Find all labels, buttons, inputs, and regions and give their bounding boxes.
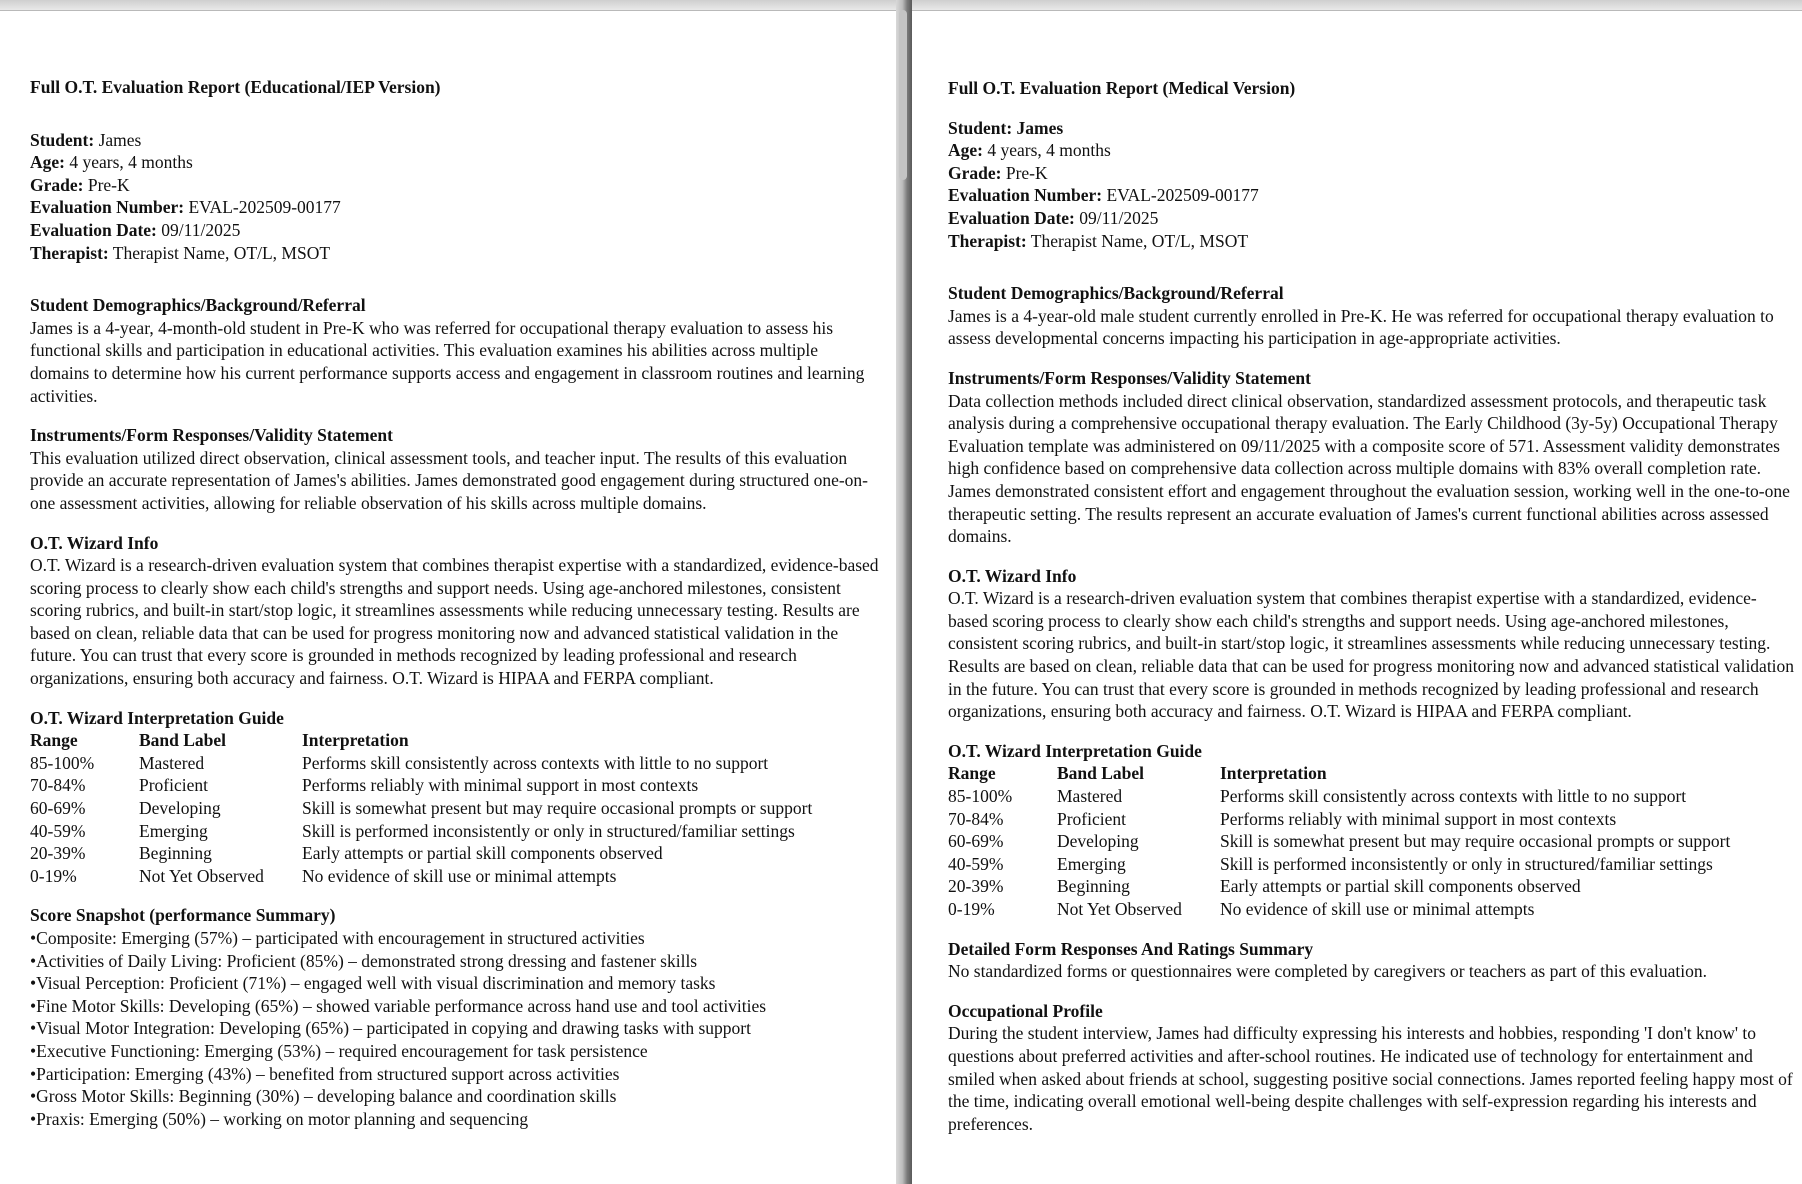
list-item: • Executive Functioning: Emerging (53%) – required encouragement for task persistence: [30, 1040, 880, 1063]
window-top-strip: [912, 0, 1802, 11]
meta-evaluation-date: Evaluation Date: 09/11/2025: [948, 207, 1159, 228]
form-responses-text: No standardized forms or questionnaires were completed by caregivers or teachers as part of this evaluation.: [948, 961, 1708, 982]
table-header-row: [948, 762, 1730, 785]
table-row: 20-39% Beginning Early attempts or partial skill components observed: [30, 843, 663, 864]
report-title: Full O.T. Evaluation Report (Medical Version): [948, 78, 1296, 98]
header-interpretation: Interpretation: [1220, 763, 1327, 784]
list-item: • Praxis: Emerging (50%) – working on motor planning and sequencing: [30, 1108, 880, 1131]
meta-student: Student: James: [30, 129, 142, 150]
score-snapshot-list: [30, 927, 880, 1130]
meta-grade: Grade: Pre-K: [30, 174, 130, 195]
vertical-scrollbar-thumb[interactable]: [899, 10, 907, 180]
list-item: • Visual Perception: Proficient (71%) – engaged well with visual discrimination and memory tasks: [30, 972, 880, 995]
educational-report-pane[interactable]: [0, 0, 896, 1184]
educational-report-document: [30, 76, 880, 1130]
interpretation-guide-heading: O.T. Wizard Interpretation Guide: [948, 740, 1202, 761]
list-item: • Activities of Daily Living: Proficient (85%) – demonstrated strong dressing and fastener skills: [30, 950, 880, 973]
table-row: 40-59% Emerging Skill is performed inconsistently or only in structured/familiar settings: [30, 820, 795, 841]
instruments-text: This evaluation utilized direct observation, clinical assessment tools, and teacher input. The results of this evaluation provide an accurate representation of James's abilities. James demonstrated good engagement during structured one-on-one assessment activities, allowing for reliable observation of his skills across multiple domains.: [30, 447, 869, 513]
meta-evaluation-number: Evaluation Number: EVAL-202509-00177: [948, 185, 1259, 206]
interpretation-guide-table: [30, 729, 812, 887]
table-row: 60-69% Developing Skill is somewhat present but may require occasional prompts or support: [948, 831, 1731, 852]
list-item: • Fine Motor Skills: Developing (65%) – showed variable performance across hand use and tool activities: [30, 995, 880, 1018]
list-item: • Visual Motor Integration: Developing (65%) – participated in copying and drawing tasks with support: [30, 1017, 880, 1040]
occupational-profile-text: During the student interview, James had difficulty expressing his interests and hobbies, responding 'I don't know' to questions about preferred activities and after-school routines. He indicated use of technology for entertainment and smiled when asked about friends at school, suggesting positive social connections. James reported feeling happy most of the time, indicating overall emotional well-being despite challenges with self-expression regarding his interests and preferences.: [948, 1023, 1793, 1134]
demographics-heading: Student Demographics/Background/Referral: [30, 295, 366, 316]
meta-age: Age: 4 years, 4 months: [30, 152, 193, 173]
window-top-strip: [0, 0, 896, 11]
demographics-text: James is a 4-year-old male student currently enrolled in Pre-K. He was referred for occupational therapy evaluation to assess developmental concerns impacting his participation in age-appropriate activities.: [948, 305, 1774, 349]
wizard-info-heading: O.T. Wizard Info: [948, 565, 1077, 586]
table-row: 70-84% Proficient Performs reliably with minimal support in most contexts: [948, 808, 1617, 829]
interpretation-guide-heading: O.T. Wizard Interpretation Guide: [30, 707, 284, 728]
instruments-heading: Instruments/Form Responses/Validity Statement: [30, 425, 393, 446]
student-info: [948, 117, 1796, 253]
meta-grade: Grade: Pre-K: [948, 162, 1048, 183]
table-row: 85-100% Mastered Performs skill consistently across contexts with little to no support: [948, 786, 1687, 807]
demographics-heading: Student Demographics/Background/Referral: [948, 283, 1284, 304]
header-range: Range: [948, 763, 996, 784]
interpretation-guide-table: [948, 762, 1730, 920]
demographics-text: James is a 4-year, 4-month-old student in Pre-K who was referred for occupational therapy evaluation to assess his functional skills and participation in educational activities. This evaluation examines his abilities across multiple domains to determine how his current performance supports access and engagement in classroom routines and learning activities.: [30, 317, 865, 406]
medical-report-document: [948, 77, 1796, 1135]
meta-evaluation-number: Evaluation Number: EVAL-202509-00177: [30, 197, 341, 218]
header-band-label: Band Label: [139, 730, 227, 751]
table-row: 20-39% Beginning Early attempts or partial skill components observed: [948, 876, 1581, 897]
wizard-info-heading: O.T. Wizard Info: [30, 532, 159, 553]
meta-evaluation-date: Evaluation Date: 09/11/2025: [30, 219, 241, 240]
table-row: 0-19% Not Yet Observed No evidence of skill use or minimal attempts: [948, 899, 1535, 919]
student-info: [30, 129, 880, 265]
header-range: Range: [30, 730, 78, 751]
table-row: 70-84% Proficient Performs reliably with minimal support in most contexts: [30, 775, 699, 796]
wizard-info-text: O.T. Wizard is a research-driven evaluation system that combines therapist expertise with a standardized, evidence-based scoring process to clearly show each child's strengths and support needs. Using age-anchored milestones, consistent scoring rubrics, and built-in start/stop logic, it streamlines assessments while reducing unnecessary testing. Results are based on clean, reliable data that can be used for progress monitoring now and advanced statistical validation in the future. You can trust that every score is grounded in methods recognized by leading professional and research organizations, ensuring both accuracy and fairness. O.T. Wizard is HIPAA and FERPA compliant.: [948, 588, 1795, 722]
list-item: • Participation: Emerging (43%) – benefited from structured support across activities: [30, 1063, 880, 1086]
meta-student: Student: James: [948, 117, 1064, 138]
instruments-heading: Instruments/Form Responses/Validity Statement: [948, 367, 1311, 388]
list-item: • Composite: Emerging (57%) – participated with encouragement in structured activities: [30, 927, 880, 950]
instruments-text: Data collection methods included direct clinical observation, standardized assessment protocols, and therapeutic task analysis during a comprehensive occupational therapy evaluation. The Early Childhood (3y-5y) Occupational Therapy Evaluation template was administered on 09/11/2025 with a composite score of 571. Assessment validity demonstrates high confidence based on comprehensive data collection across multiple domains with 83% overall completion rate. James demonstrated consistent effort and engagement throughout the evaluation session, working well in the one-to-one therapeutic setting. The results represent an accurate evaluation of James's current functional abilities across assessed domains.: [948, 390, 1790, 547]
meta-therapist: Therapist: Therapist Name, OT/L, MSOT: [948, 230, 1249, 251]
meta-age: Age: 4 years, 4 months: [948, 140, 1111, 161]
table-header-row: [30, 729, 812, 752]
form-responses-heading: Detailed Form Responses And Ratings Summary: [948, 938, 1314, 959]
table-row: 40-59% Emerging Skill is performed inconsistently or only in structured/familiar settings: [948, 853, 1713, 874]
medical-report-pane[interactable]: [912, 0, 1802, 1184]
meta-therapist: Therapist: Therapist Name, OT/L, MSOT: [30, 242, 331, 263]
occupational-profile-heading: Occupational Profile: [948, 1000, 1103, 1021]
table-row: 60-69% Developing Skill is somewhat present but may require occasional prompts or support: [30, 798, 813, 819]
header-band-label: Band Label: [1057, 763, 1145, 784]
score-snapshot-heading: Score Snapshot (performance Summary): [30, 905, 336, 926]
table-row: 85-100% Mastered Performs skill consistently across contexts with little to no support: [30, 752, 769, 773]
report-title: Full O.T. Evaluation Report (Educational/IEP Version): [30, 77, 441, 97]
wizard-info-text: O.T. Wizard is a research-driven evaluation system that combines therapist expertise with a standardized, evidence-based scoring process to clearly show each child's strengths and support needs. Using age-anchored milestones, consistent scoring rubrics, and built-in start/stop logic, it streamlines assessments while reducing unnecessary testing. Results are based on clean, reliable data that can be used for progress monitoring now and advanced statistical validation in the future. You can trust that every score is grounded in methods recognized by leading professional and research organizations, ensuring both accuracy and fairness. O.T. Wizard is HIPAA and FERPA compliant.: [30, 555, 879, 689]
header-interpretation: Interpretation: [302, 730, 409, 751]
table-row: 0-19% Not Yet Observed No evidence of skill use or minimal attempts: [30, 865, 617, 886]
list-item: • Gross Motor Skills: Beginning (30%) – developing balance and coordination skills: [30, 1085, 880, 1108]
